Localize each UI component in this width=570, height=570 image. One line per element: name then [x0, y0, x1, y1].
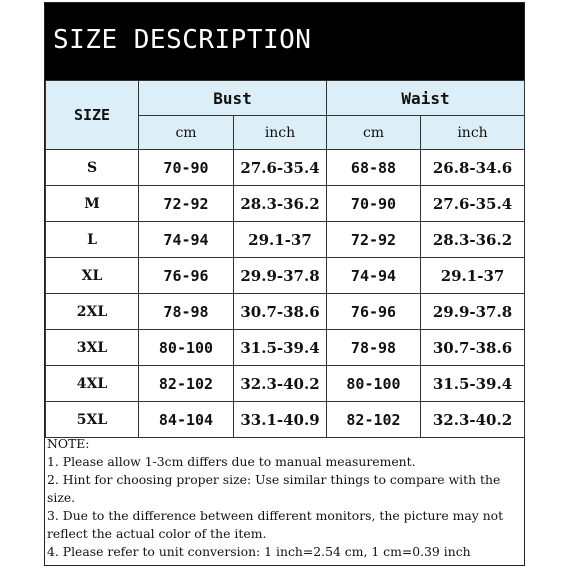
bust-inch-cell: 32.3-40.2: [234, 366, 327, 402]
bust-inch-cell: 27.6-35.4: [234, 150, 327, 186]
bust-cm-cell: 80-100: [139, 330, 234, 366]
table-body: [46, 150, 525, 438]
waist-inch-cell: 31.5-39.4: [421, 366, 525, 402]
table-row: [46, 402, 525, 438]
bust-cm-cell: 82-102: [139, 366, 234, 402]
waist-inch-cell: 29.1-37: [421, 258, 525, 294]
size-table: [45, 80, 525, 438]
waist-inch-cell: 30.7-38.6: [421, 330, 525, 366]
waist-cm-cell: 72-92: [327, 222, 421, 258]
size-cell: L: [46, 222, 139, 258]
size-cell: 5XL: [46, 402, 139, 438]
bust-cm-cell: 76-96: [139, 258, 234, 294]
waist-inch-header: inch: [421, 116, 525, 150]
waist-cm-cell: 80-100: [327, 366, 421, 402]
waist-cm-cell: 82-102: [327, 402, 421, 438]
waist-cm-cell: 70-90: [327, 186, 421, 222]
bust-group-header: Bust: [139, 81, 327, 116]
size-cell: 2XL: [46, 294, 139, 330]
waist-cm-cell: 78-98: [327, 330, 421, 366]
waist-inch-cell: 29.9-37.8: [421, 294, 525, 330]
table-row: [46, 366, 525, 402]
bust-cm-cell: 72-92: [139, 186, 234, 222]
table-header: [46, 81, 525, 150]
bust-cm-cell: 70-90: [139, 150, 234, 186]
size-column-header: SIZE: [46, 81, 139, 150]
bust-cm-cell: 74-94: [139, 222, 234, 258]
bust-inch-cell: 33.1-40.9: [234, 402, 327, 438]
size-cell: XL: [46, 258, 139, 294]
table-row: [46, 294, 525, 330]
waist-inch-cell: 26.8-34.6: [421, 150, 525, 186]
notes-section: [47, 435, 522, 561]
size-cell: S: [46, 150, 139, 186]
size-chart-sheet: [44, 2, 525, 566]
waist-inch-cell: 32.3-40.2: [421, 402, 525, 438]
title-banner: [45, 3, 524, 80]
table-row: [46, 258, 525, 294]
waist-inch-cell: 28.3-36.2: [421, 222, 525, 258]
waist-cm-cell: 76-96: [327, 294, 421, 330]
table-row: [46, 186, 525, 222]
note-item: 1. Please allow 1-3cm differs due to manual measurement.: [47, 454, 416, 469]
notes-heading: NOTE:: [47, 436, 90, 451]
bust-inch-cell: 29.1-37: [234, 222, 327, 258]
bust-inch-header: inch: [234, 116, 327, 150]
page-title: SIZE DESCRIPTION: [53, 25, 312, 55]
bust-inch-cell: 28.3-36.2: [234, 186, 327, 222]
bust-cm-cell: 78-98: [139, 294, 234, 330]
size-cell: M: [46, 186, 139, 222]
note-item: 4. Please refer to unit conversion: 1 inch=2.54 cm, 1 cm=0.39 inch: [47, 544, 471, 559]
waist-inch-cell: 27.6-35.4: [421, 186, 525, 222]
note-item: 3. Due to the difference between different monitors, the picture may not reflect the actual color of the item.: [47, 508, 504, 541]
waist-cm-cell: 68-88: [327, 150, 421, 186]
bust-inch-cell: 31.5-39.4: [234, 330, 327, 366]
table-row: [46, 150, 525, 186]
bust-cm-cell: 84-104: [139, 402, 234, 438]
table-row: [46, 222, 525, 258]
waist-group-header: Waist: [327, 81, 525, 116]
bust-inch-cell: 29.9-37.8: [234, 258, 327, 294]
bust-inch-cell: 30.7-38.6: [234, 294, 327, 330]
bust-cm-header: cm: [139, 116, 234, 150]
waist-cm-cell: 74-94: [327, 258, 421, 294]
table-row: [46, 330, 525, 366]
size-cell: 3XL: [46, 330, 139, 366]
note-item: 2. Hint for choosing proper size: Use similar things to compare with the size.: [47, 472, 501, 505]
header-group-row: [46, 81, 525, 116]
size-cell: 4XL: [46, 366, 139, 402]
waist-cm-header: cm: [327, 116, 421, 150]
